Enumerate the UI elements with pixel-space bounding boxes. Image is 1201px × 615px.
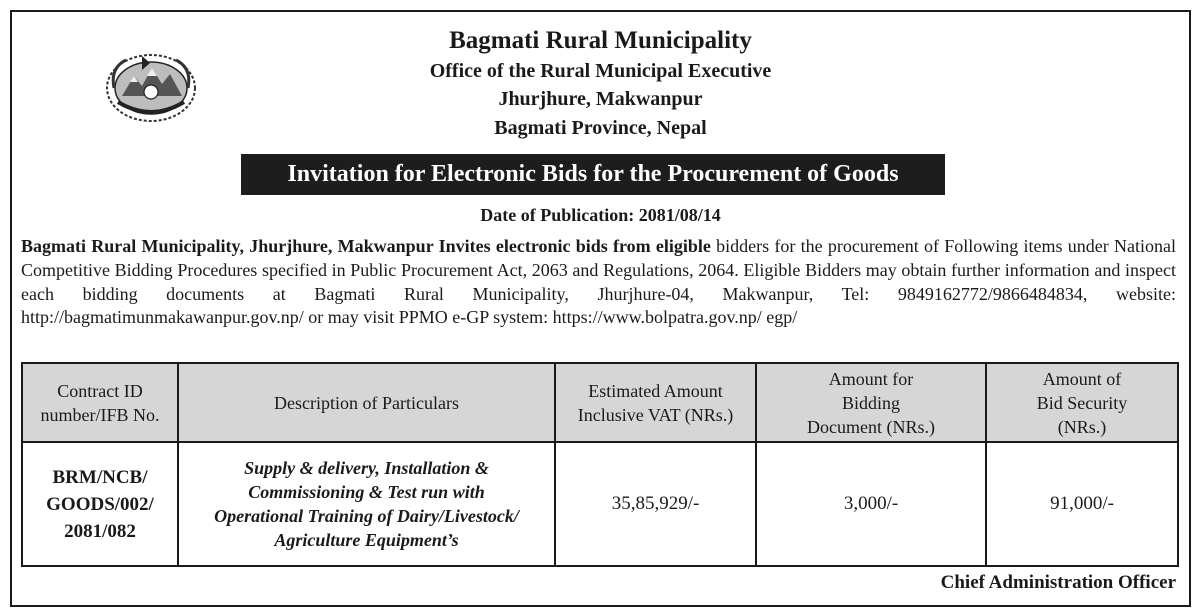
estimated-amount-cell: 35,85,929/- <box>555 442 756 566</box>
header-bidding-document: Amount for Bidding Document (NRs.) <box>756 363 986 442</box>
office-name: Office of the Rural Municipal Executive <box>429 60 772 82</box>
province-name: Bagmati Province, Nepal <box>494 117 707 139</box>
bid-items-table <box>21 362 1179 567</box>
description-cell: Supply & delivery, Installation & Commissioning & Test run with Operational Training of Dairy/Livestock/ Agriculture Equipment’s <box>178 442 555 566</box>
notice-paragraph <box>21 235 1176 330</box>
notice-body: bidders for the procurement of Following items under National Competitive Bidding Procedures specified in Public Procurement Act, 2063 and Regulations, 2064. Eligible Bidders may obtain further information and inspect each bidding documents at Bagmati Rural Municipality, Jhurjhure-04, Makwanpur, Tel: 9849162772/9866484834, website: http://bagmatimunmakawanpur.gov.np/ or may visit PPMO e-GP system: https://www.bolpatra.gov.np/ egp/ <box>21 236 1176 328</box>
publication-date: Date of Publication: 2081/08/14 <box>480 205 721 225</box>
header-contract-id: Contract ID number/IFB No. <box>22 363 178 442</box>
municipality-name: Bagmati Rural Municipality <box>449 27 752 54</box>
header-estimated-amount: Estimated Amount Inclusive VAT (NRs.) <box>555 363 756 442</box>
table-row <box>22 442 1178 566</box>
bid-security-cell: 91,000/- <box>986 442 1178 566</box>
notice-title-banner: Invitation for Electronic Bids for the Procurement of Goods <box>241 154 945 195</box>
signature-title: Chief Administration Officer <box>940 572 1176 593</box>
header-bid-security: Amount of Bid Security (NRs.) <box>986 363 1178 442</box>
bidding-document-cell: 3,000/- <box>756 442 986 566</box>
office-location: Jhurjhure, Makwanpur <box>498 88 703 110</box>
table-header-row <box>22 363 1178 442</box>
header-description: Description of Particulars <box>178 363 555 442</box>
notice-bold-lead: Bagmati Rural Municipality, Jhurjhure, Makwanpur Invites electronic bids from eligible <box>21 236 711 256</box>
contract-id-cell: BRM/NCB/ GOODS/002/ 2081/082 <box>22 442 178 566</box>
